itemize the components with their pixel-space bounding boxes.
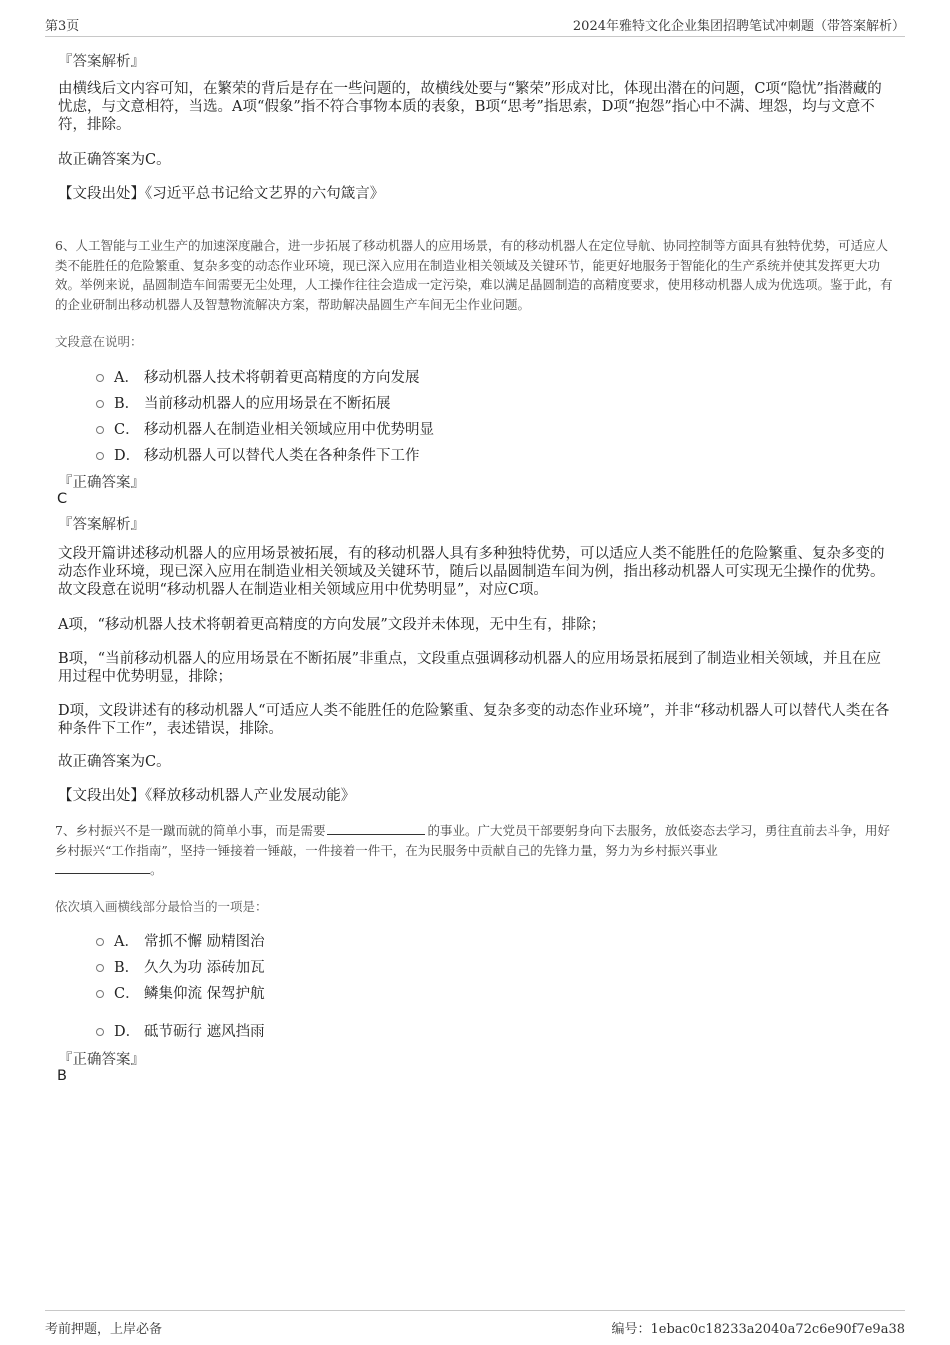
analysis-text: 由横线后文内容可知，在繁荣的背后是存在一些问题的，故横线处要与“繁荣”形成对比，体现出潜在的问题，C项“隐忧”指潜藏的忧虑，与文意相符，当选。A项“假象”指不符合事物本质的表象，B项“思考”指思索，D项“抱怨”指心中不满、埋怨，均与文意不符，排除。 (58, 81, 882, 133)
analysis-label: 『答案解析』 (58, 517, 145, 533)
option-text: 鳞集仰流 保驾护航 (144, 985, 265, 1002)
option-letter: C． (114, 421, 140, 438)
option-text: 移动机器人可以替代人类在各种条件下工作 (144, 447, 420, 464)
question-6-option-d[interactable] (96, 444, 420, 464)
question-text-part: 的事业。广大党员干部要躬身向下去服务，放低姿态去学习，勇往直前去斗争，用好乡村振兴“工作指南”，坚持一锤接着一锤敲，一件接着一件干，在为民服务中贡献自己的先锋力量，努力为乡村振兴事业 (55, 823, 890, 858)
option-text: 砥节砺行 遮风挡雨 (144, 1023, 265, 1040)
question-7-option-c[interactable] (96, 982, 265, 1002)
option-text: 移动机器人在制造业相关领域应用中优势明显 (144, 421, 434, 438)
page-number: 第3页 (45, 19, 80, 34)
question-7-prompt: 依次填入画横线部分最恰当的一项是： (55, 899, 268, 914)
question-6-option-a[interactable] (96, 366, 420, 386)
radio-icon[interactable] (96, 938, 104, 946)
analysis-paragraph-2: A项，“移动机器人技术将朝着更高精度的方向发展”文段并未体现，无中生有，排除； (58, 617, 606, 633)
question-7-option-d[interactable] (96, 1020, 265, 1040)
option-letter: A． (114, 933, 139, 950)
option-text: 常抓不懈 励精图治 (144, 933, 265, 950)
option-text: 当前移动机器人的应用场景在不断拓展 (144, 395, 391, 412)
analysis-paragraph-3: B项，“当前移动机器人的应用场景在不断拓展”非重点，文段重点强调移动机器人的应用场景拓展到了制造业相关领域，并且在应用过程中优势明显，排除； (58, 651, 881, 685)
option-letter: D． (114, 1023, 141, 1040)
question-text-part: 7、乡村振兴不是一蹴而就的简单小事，而是需要 (55, 823, 326, 838)
fill-blank-2 (55, 861, 150, 874)
correct-answer: B (57, 1068, 67, 1084)
conclusion-text: 故正确答案为C。 (58, 152, 171, 168)
radio-icon[interactable] (96, 374, 104, 382)
option-letter: B． (114, 959, 140, 976)
question-6-prompt: 文段意在说明： (55, 334, 143, 349)
option-letter: A． (114, 369, 139, 386)
question-6-option-c[interactable] (96, 418, 434, 438)
radio-icon[interactable] (96, 990, 104, 998)
correct-answer-label: 『正确答案』 (58, 475, 145, 491)
radio-icon[interactable] (96, 964, 104, 972)
option-text: 移动机器人技术将朝着更高精度的方向发展 (144, 369, 420, 386)
question-6-option-b[interactable] (96, 392, 391, 412)
fill-blank-1 (327, 822, 425, 835)
radio-icon[interactable] (96, 1028, 104, 1036)
document-title: 2024年雅特文化企业集团招聘笔试冲刺题（带答案解析） (572, 19, 905, 34)
correct-answer: C (57, 491, 68, 507)
radio-icon[interactable] (96, 400, 104, 408)
question-text-part: 。 (150, 862, 163, 877)
analysis-label: 『答案解析』 (58, 54, 145, 70)
analysis-paragraph-1: 文段开篇讲述移动机器人的应用场景被拓展，有的移动机器人具有多种独特优势，可以适应人类不能胜任的危险繁重、复杂多变的动态作业环境，现已深入应用在制造业相关领域及关键环节，随后以晶圆制造车间为例，指出移动机器人可实现无尘操作的优势。故文段意在说明“移动机器人在制造业相关领域应用中优势明显”，对应C项。 (58, 546, 885, 598)
radio-icon[interactable] (96, 426, 104, 434)
option-letter: D． (114, 447, 141, 464)
document-id: 编号：1ebac0c18233a2040a72c6e90f7e9a38 (611, 1322, 905, 1337)
page-footer (45, 1310, 905, 1337)
source-text: 【文段出处】《习近平总书记给文艺界的六句箴言》 (58, 186, 385, 202)
conclusion-text: 故正确答案为C。 (58, 754, 171, 770)
option-letter: B． (114, 395, 140, 412)
question-7-option-b[interactable] (96, 956, 265, 976)
question-7-text (55, 821, 893, 880)
radio-icon[interactable] (96, 452, 104, 460)
footer-slogan: 考前押题，上岸必备 (45, 1322, 163, 1337)
correct-answer-label: 『正确答案』 (58, 1052, 145, 1068)
option-letter: C． (114, 985, 140, 1002)
analysis-paragraph-4: D项，文段讲述有的移动机器人“可适应人类不能胜任的危险繁重、复杂多变的动态作业环境”，并非“移动机器人可以替代人类在各种条件下工作”，表述错误，排除。 (58, 703, 890, 737)
page-header (45, 14, 905, 37)
source-text: 【文段出处】《释放移动机器人产业发展动能》 (58, 788, 356, 804)
question-7-option-a[interactable] (96, 930, 265, 950)
question-6-text: 6、人工智能与工业生产的加速深度融合，进一步拓展了移动机器人的应用场景，有的移动机器人在定位导航、协同控制等方面具有独特优势，可适应人类不能胜任的危险繁重、复杂多变的动态作业环境，现已深入应用在制造业相关领域及关键环节，能更好地服务于智能化的生产系统并使其发挥更大功效。举例来说，晶圆制造车间需要无尘处理，人工操作往往会造成一定污染，难以满足晶圆制造的高精度要求，使用移动机器人成为优选项。鉴于此，有的企业研制出移动机器人及智慧物流解决方案，帮助解决晶圆生产车间无尘作业问题。 (55, 238, 893, 312)
option-text: 久久为功 添砖加瓦 (144, 959, 265, 976)
